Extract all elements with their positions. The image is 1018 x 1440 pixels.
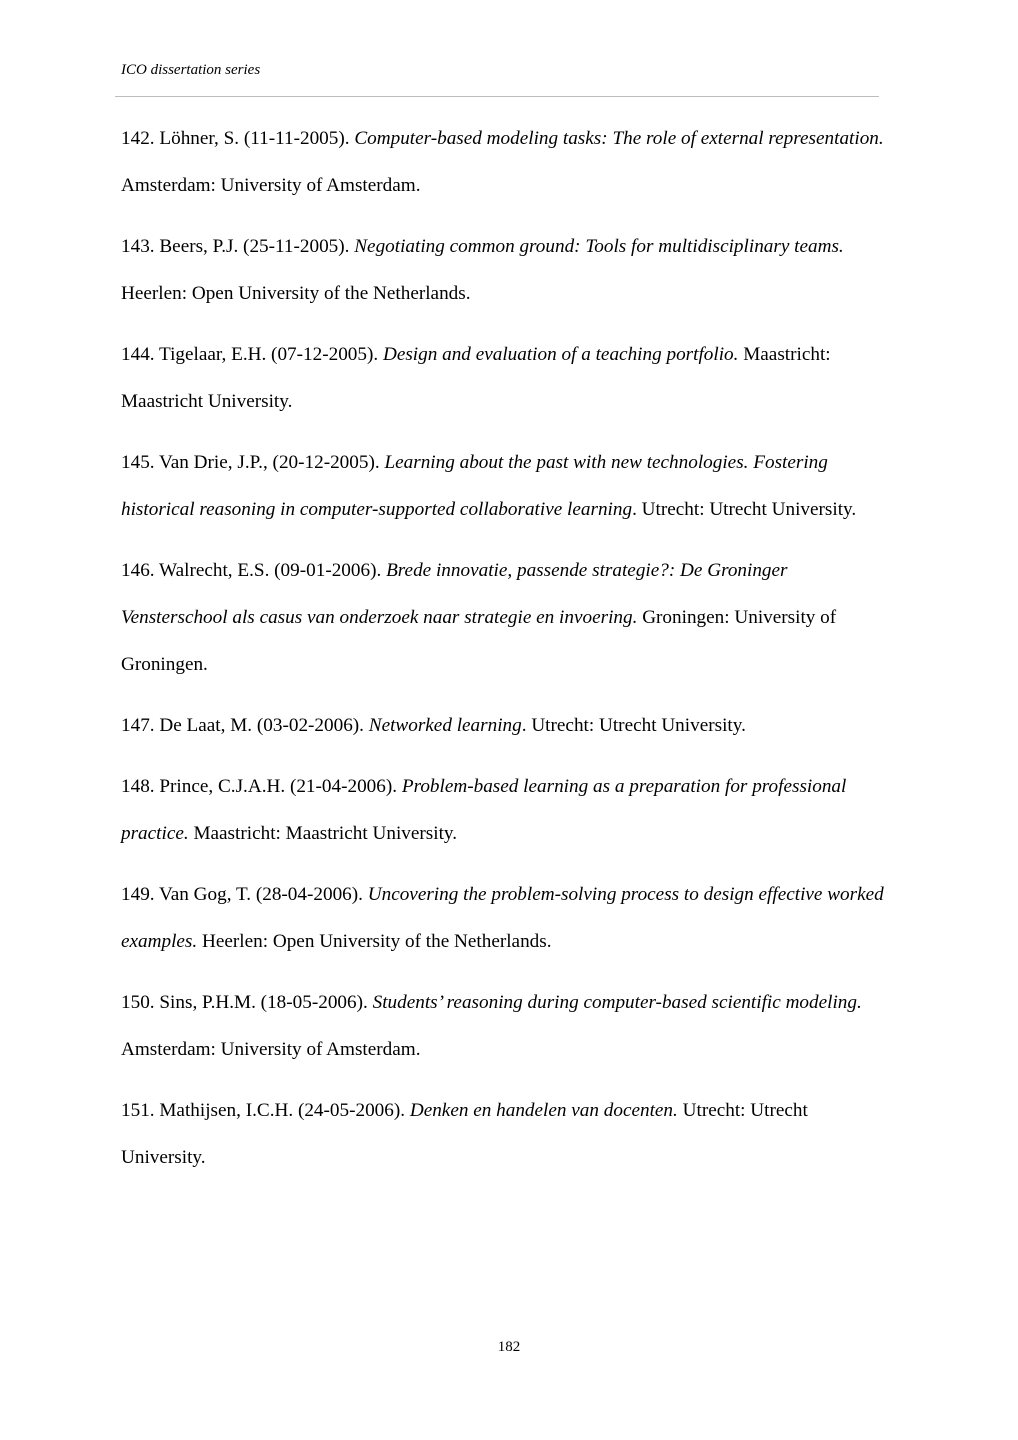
entry-author-date: 148. Prince, C.J.A.H. (21-04-2006). — [121, 776, 402, 797]
header-divider — [115, 96, 879, 97]
bibliography-entry — [121, 763, 896, 857]
running-header: ICO dissertation series — [121, 62, 261, 78]
entry-publisher: Amsterdam: University of Amsterdam. — [121, 175, 421, 196]
bibliography-entry — [121, 871, 896, 965]
entry-author-date: 145. Van Drie, J.P., (20-12-2005). — [121, 452, 385, 473]
entry-title: Uncovering the problem-solving process to design effective worked examples. — [121, 884, 884, 952]
entry-author-date: 150. Sins, P.H.M. (18-05-2006). — [121, 992, 373, 1013]
bibliography-entry — [121, 547, 896, 688]
entry-publisher: Heerlen: Open University of the Netherlands. — [121, 283, 471, 304]
entry-title: Design and evaluation of a teaching portfolio. — [382, 344, 739, 365]
entry-title: Negotiating common ground: Tools for multidisciplinary teams. — [354, 236, 844, 257]
bibliography-entry — [121, 1087, 896, 1181]
entry-publisher: . Utrecht: Utrecht University. — [521, 715, 746, 736]
entry-title: Networked learning — [368, 715, 522, 736]
entry-author-date: 151. Mathijsen, I.C.H. (24-05-2006). — [121, 1100, 410, 1121]
bibliography-entry — [121, 702, 896, 749]
bibliography-entry — [121, 223, 896, 317]
entry-author-date: 143. Beers, P.J. (25-11-2005). — [121, 236, 355, 257]
entry-publisher: Groningen: University of Groningen. — [121, 607, 837, 675]
bibliography-list — [121, 115, 896, 1195]
page-number: 182 — [497, 1339, 521, 1355]
entry-publisher: Maastricht: Maastricht University. — [188, 823, 458, 844]
entry-title: Brede innovatie, passende strategie?: De Groninger Vensterschool als casus van onderzoek naar strategie en invoering. — [121, 560, 788, 628]
entry-author-date: 149. Van Gog, T. (28-04-2006). — [121, 884, 368, 905]
entry-title: Students’ reasoning during computer-based scientific modeling. — [372, 992, 862, 1013]
entry-publisher: Utrecht: Utrecht University. — [121, 1100, 808, 1168]
bibliography-entry — [121, 979, 896, 1073]
entry-publisher: Maastricht: Maastricht University. — [121, 344, 831, 412]
bibliography-entry — [121, 439, 896, 533]
entry-title: Problem-based learning as a preparation for professional practice. — [121, 776, 847, 844]
entry-author-date: 144. Tigelaar, E.H. (07-12-2005). — [121, 344, 383, 365]
entry-author-date: 146. Walrecht, E.S. (09-01-2006). — [121, 560, 387, 581]
bibliography-entry — [121, 331, 896, 425]
entry-author-date: 142. Löhner, S. (11-11-2005). — [121, 128, 355, 149]
entry-publisher: Amsterdam: University of Amsterdam. — [121, 1039, 421, 1060]
entry-title: Learning about the past with new technologies. Fostering historical reasoning in computer-supported collaborative learning — [121, 452, 828, 520]
bibliography-entry — [121, 115, 896, 209]
entry-author-date: 147. De Laat, M. (03-02-2006). — [121, 715, 369, 736]
entry-publisher: Heerlen: Open University of the Netherlands. — [197, 931, 552, 952]
entry-title: Denken en handelen van docenten. — [409, 1100, 678, 1121]
entry-publisher: . Utrecht: Utrecht University. — [632, 499, 857, 520]
entry-title: Computer-based modeling tasks: The role of external representation. — [354, 128, 884, 149]
